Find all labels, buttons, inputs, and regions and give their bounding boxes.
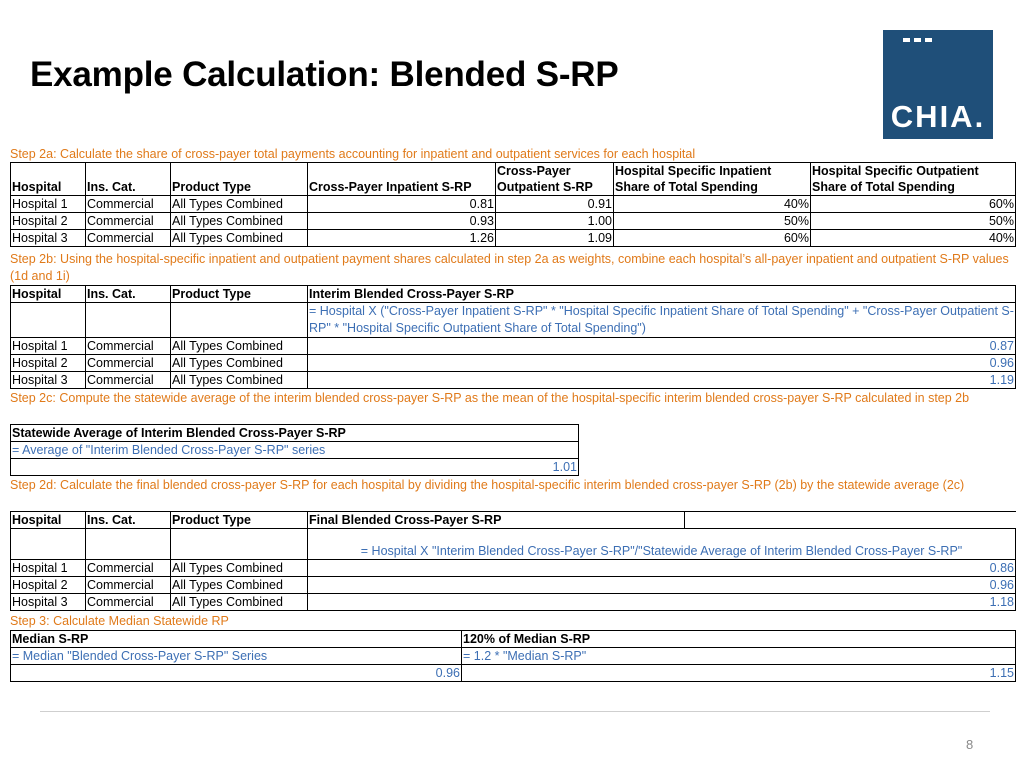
- col-header-cp-outpatient: Cross-Payer Outpatient S-RP: [496, 163, 614, 196]
- cell-ins-cat: Commercial: [86, 230, 171, 247]
- cell-ins-cat: Commercial: [86, 560, 171, 577]
- col-header-product-type: Product Type: [171, 286, 308, 303]
- col-header-interim-blended: Interim Blended Cross-Payer S-RP: [308, 286, 1016, 303]
- pct-of-median-header: 120% of Median S-RP: [462, 631, 1016, 648]
- col-header-ins-cat: Ins. Cat.: [86, 512, 171, 529]
- col-header-inpatient-share: Hospital Specific Inpatient Share of Total Spending: [614, 163, 811, 196]
- table-row: [11, 338, 1016, 355]
- cell-product-type: All Types Combined: [171, 230, 308, 247]
- table-row: [11, 196, 1016, 213]
- median-formula: = Median "Blended Cross-Payer S-RP" Series: [11, 648, 462, 665]
- footer-divider: [40, 711, 990, 712]
- formula-cell: = Hospital X ("Cross-Payer Inpatient S-RP" * "Hospital Specific Inpatient Share of Total Spending" + "Cross-Payer Outpatient S-RP" * "Hospital Specific Outpatient Share of Total Spending"): [308, 303, 1016, 338]
- cell-cp-inpatient: 0.81: [308, 196, 496, 213]
- table-row: [11, 230, 1016, 247]
- table-header-row: [11, 286, 1016, 303]
- col-header-hospital: Hospital: [11, 286, 86, 303]
- cell-cp-outpatient: 0.91: [496, 196, 614, 213]
- col-header-product-type: Product Type: [171, 163, 308, 196]
- formula-cell: = Hospital X "Interim Blended Cross-Payer S-RP"/"Statewide Average of Interim Blended Cross-Payer S-RP": [308, 529, 1016, 560]
- step-2d-table: [10, 511, 1016, 611]
- cell-product-type: All Types Combined: [171, 213, 308, 230]
- cell-ins-cat: Commercial: [86, 577, 171, 594]
- col-header-ins-cat: Ins. Cat.: [86, 163, 171, 196]
- cell-product-type: All Types Combined: [171, 355, 308, 372]
- step-2a-table: [10, 162, 1016, 247]
- table-header-row: [11, 425, 579, 442]
- table-row: [11, 560, 1016, 577]
- statewide-average-value: 1.01: [11, 459, 579, 476]
- col-header-final-blended: Final Blended Cross-Payer S-RP: [308, 512, 685, 529]
- table-row: [11, 594, 1016, 611]
- formula-row: [11, 648, 1016, 665]
- step-3-table: [10, 630, 1016, 682]
- step-2b-instruction: Step 2b: Using the hospital-specific inpatient and outpatient payment shares calculated in step 2a as weights, combine each hospital’s all-payer inpatient and outpatient S-RP values (1d and 1i): [10, 252, 1009, 283]
- pct-formula: = 1.2 * "Median S-RP": [462, 648, 1016, 665]
- cell-product-type: All Types Combined: [171, 372, 308, 389]
- cell-hospital: Hospital 2: [11, 213, 86, 230]
- col-header-ins-cat: Ins. Cat.: [86, 286, 171, 303]
- col-header-hospital: Hospital: [11, 512, 86, 529]
- median-header: Median S-RP: [11, 631, 462, 648]
- cell-outpatient-share: 50%: [811, 213, 1016, 230]
- cell-inpatient-share: 50%: [614, 213, 811, 230]
- page-title: Example Calculation: Blended S-RP: [30, 55, 619, 94]
- cell-value: 1.19: [308, 372, 1016, 389]
- cell-hospital: Hospital 1: [11, 560, 86, 577]
- step-2a-instruction: Step 2a: Calculate the share of cross-payer total payments accounting for inpatient and outpatient services for each hospital: [10, 147, 696, 161]
- cell-outpatient-share: 60%: [811, 196, 1016, 213]
- cell-value: 0.96: [308, 355, 1016, 372]
- cell-hospital: Hospital 1: [11, 196, 86, 213]
- pct-value: 1.15: [462, 665, 1016, 682]
- cell-inpatient-share: 40%: [614, 196, 811, 213]
- cell-product-type: All Types Combined: [171, 560, 308, 577]
- logo-dot: [903, 38, 910, 42]
- cell-value: 0.86: [308, 560, 1016, 577]
- cell-value: 1.18: [308, 594, 1016, 611]
- formula-row: [11, 529, 1016, 560]
- col-header-cp-inpatient: Cross-Payer Inpatient S-RP: [308, 163, 496, 196]
- cell-product-type: All Types Combined: [171, 196, 308, 213]
- formula-row: [11, 442, 579, 459]
- logo-dot: [914, 38, 921, 42]
- cell-hospital: Hospital 1: [11, 338, 86, 355]
- step-2b-table: [10, 285, 1016, 389]
- table-row: [11, 372, 1016, 389]
- table-header-row: [11, 512, 1016, 529]
- step-2d-instruction: Step 2d: Calculate the final blended cross-payer S-RP for each hospital by dividing the hospital-specific interim blended cross-payer S-RP (2b) by the statewide average (2c): [10, 478, 965, 492]
- cell-hospital: Hospital 3: [11, 372, 86, 389]
- cell-value: 0.87: [308, 338, 1016, 355]
- cell-inpatient-share: 60%: [614, 230, 811, 247]
- cell-ins-cat: Commercial: [86, 355, 171, 372]
- table-row: [11, 213, 1016, 230]
- page-number: 8: [966, 737, 974, 752]
- formula-row: [11, 303, 1016, 338]
- cell-product-type: All Types Combined: [171, 338, 308, 355]
- chia-logo: [883, 30, 993, 139]
- median-value: 0.96: [11, 665, 462, 682]
- cell-product-type: All Types Combined: [171, 577, 308, 594]
- cell-hospital: Hospital 2: [11, 355, 86, 372]
- statewide-average-header: Statewide Average of Interim Blended Cross-Payer S-RP: [11, 425, 579, 442]
- cell-ins-cat: Commercial: [86, 594, 171, 611]
- table-header-row: [11, 631, 1016, 648]
- cell-ins-cat: Commercial: [86, 213, 171, 230]
- logo-dot: [925, 38, 932, 42]
- cell-ins-cat: Commercial: [86, 372, 171, 389]
- value-row: [11, 459, 579, 476]
- col-header-hospital: Hospital: [11, 163, 86, 196]
- cell-hospital: Hospital 3: [11, 230, 86, 247]
- cell-value: 0.96: [308, 577, 1016, 594]
- cell-cp-inpatient: 1.26: [308, 230, 496, 247]
- cell-product-type: All Types Combined: [171, 594, 308, 611]
- cell-cp-inpatient: 0.93: [308, 213, 496, 230]
- value-row: [11, 665, 1016, 682]
- cell-outpatient-share: 40%: [811, 230, 1016, 247]
- col-header-outpatient-share: Hospital Specific Outpatient Share of Total Spending: [811, 163, 1016, 196]
- table-header-row: [11, 163, 1016, 196]
- cell-cp-outpatient: 1.09: [496, 230, 614, 247]
- cell-hospital: Hospital 2: [11, 577, 86, 594]
- step-2c-table: [10, 424, 579, 476]
- step-2c-instruction: Step 2c: Compute the statewide average of the interim blended cross-payer S-RP as the mean of the hospital-specific interim blended cross-payer S-RP calculated in step 2b: [10, 391, 970, 405]
- step-3-instruction: Step 3: Calculate Median Statewide RP: [10, 614, 229, 628]
- table-row: [11, 355, 1016, 372]
- cell-ins-cat: Commercial: [86, 196, 171, 213]
- cell-hospital: Hospital 3: [11, 594, 86, 611]
- formula-cell: = Average of "Interim Blended Cross-Payer S-RP" series: [11, 442, 579, 459]
- cell-cp-outpatient: 1.00: [496, 213, 614, 230]
- logo-text: CHIA.: [890, 99, 986, 134]
- cell-ins-cat: Commercial: [86, 338, 171, 355]
- table-row: [11, 577, 1016, 594]
- col-header-product-type: Product Type: [171, 512, 308, 529]
